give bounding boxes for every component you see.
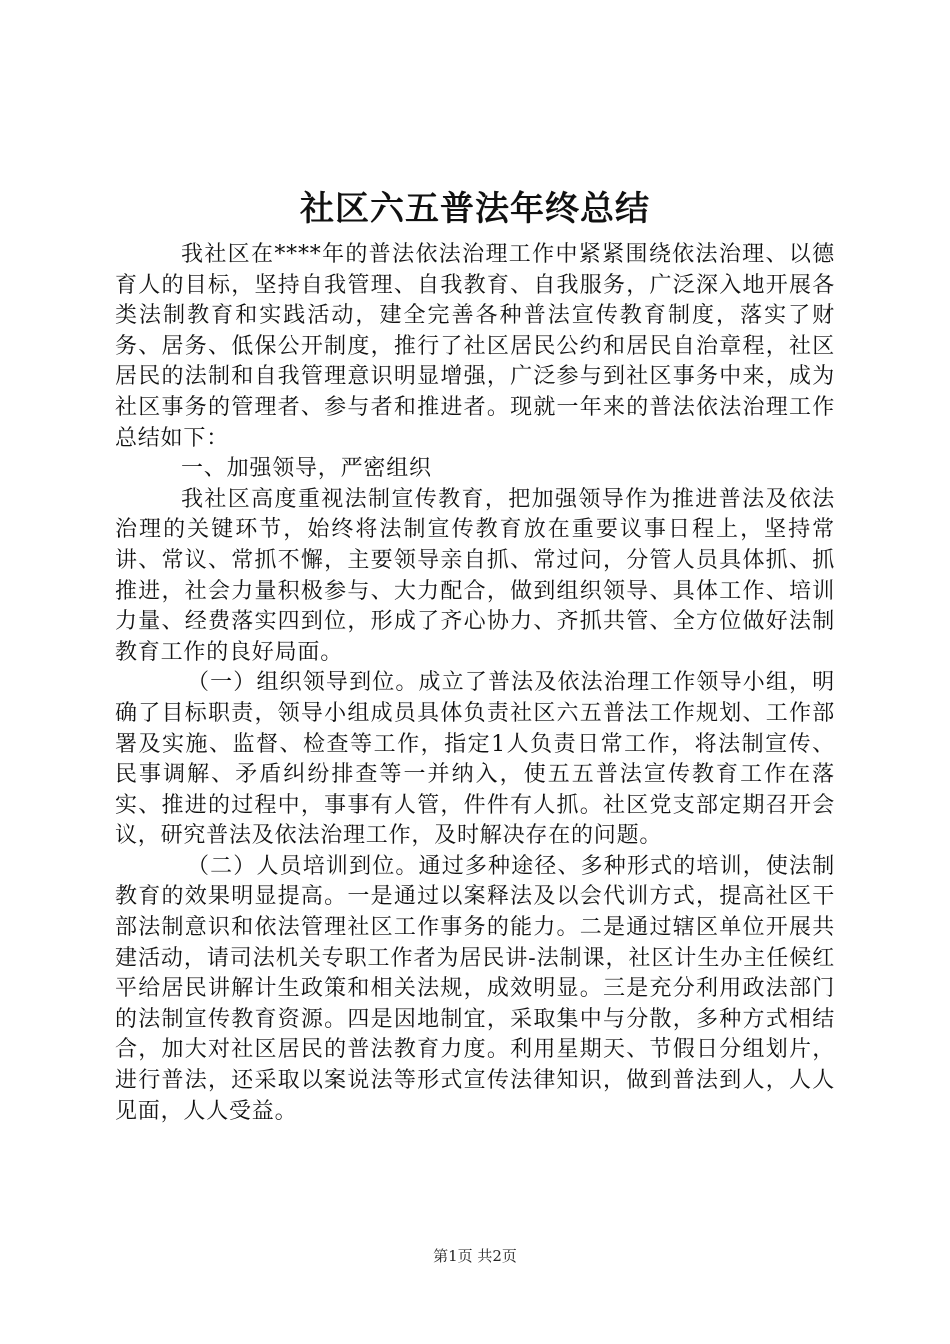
section-heading: 一、加强领导，严密组织 bbox=[181, 456, 432, 482]
subsection-paragraph-2: （二）人员培训到位。通过多种途径、多种形式的培训，使法制教育的效果明显提高。一是通过以案释法及以会代训方式，提高社区干部法制意识和依法管理社区工作事务的能力。二是通过辖区单位开展共建活动，请司法机关专职工作者为居民讲-法制课，社区计生办主任候红平给居民讲解计生政策和相关法规，成效明显。三是充分利用政法部门的法制宣传教育资源。四是因地制宜，采取集中与分散，多种方式相结合，加大对社区居民的普法教育力度。利用星期天、节假日分组划片，进行普法，还采取以案说法等形式宣传法律知识，做到普法到人，人人见面，人人受益。 bbox=[115, 853, 835, 1124]
page-number: 第1页 共2页 bbox=[433, 1247, 517, 1265]
document-title: 社区六五普法年终总结 bbox=[300, 189, 650, 229]
document-body bbox=[115, 240, 835, 1127]
subsection-paragraph-1: （一）组织领导到位。成立了普法及依法治理工作领导小组，明确了目标职责，领导小组成员具体负责社区六五普法工作规划、工作部署及实施、监督、检查等工作，指定1人负责日常工作，将法制宣传、民事调解、矛盾纠纷排查等一并纳入，使五五普法宣传教育工作在落实、推进的过程中，事事有人管，件件有人抓。社区党支部定期召开会议，研究普法及依法治理工作，及时解决存在的问题。 bbox=[115, 670, 835, 849]
section-paragraph: 我社区高度重视法制宣传教育，把加强领导作为推进普法及依法治理的关键环节，始终将法制宣传教育放在重要议事日程上，坚持常讲、常议、常抓不懈，主要领导亲自抓、常过问，分管人员具体抓、抓推进，社会力量积极参与、大力配合，做到组织领导、具体工作、培训力量、经费落实四到位，形成了齐心协力、齐抓共管、全方位做好法制教育工作的良好局面。 bbox=[115, 486, 835, 665]
intro-paragraph: 我社区在****年的普法依法治理工作中紧紧围绕依法治理、以德育人的目标，坚持自我管理、自我教育、自我服务，广泛深入地开展各类法制教育和实践活动，建全完善各种普法宣传教育制度，落实了财务、居务、低保公开制度，推行了社区居民公约和居民自治章程，社区居民的法制和自我管理意识明显增强，广泛参与到社区事务中来，成为社区事务的管理者、参与者和推进者。现就一年来的普法依法治理工作总结如下： bbox=[115, 242, 835, 451]
